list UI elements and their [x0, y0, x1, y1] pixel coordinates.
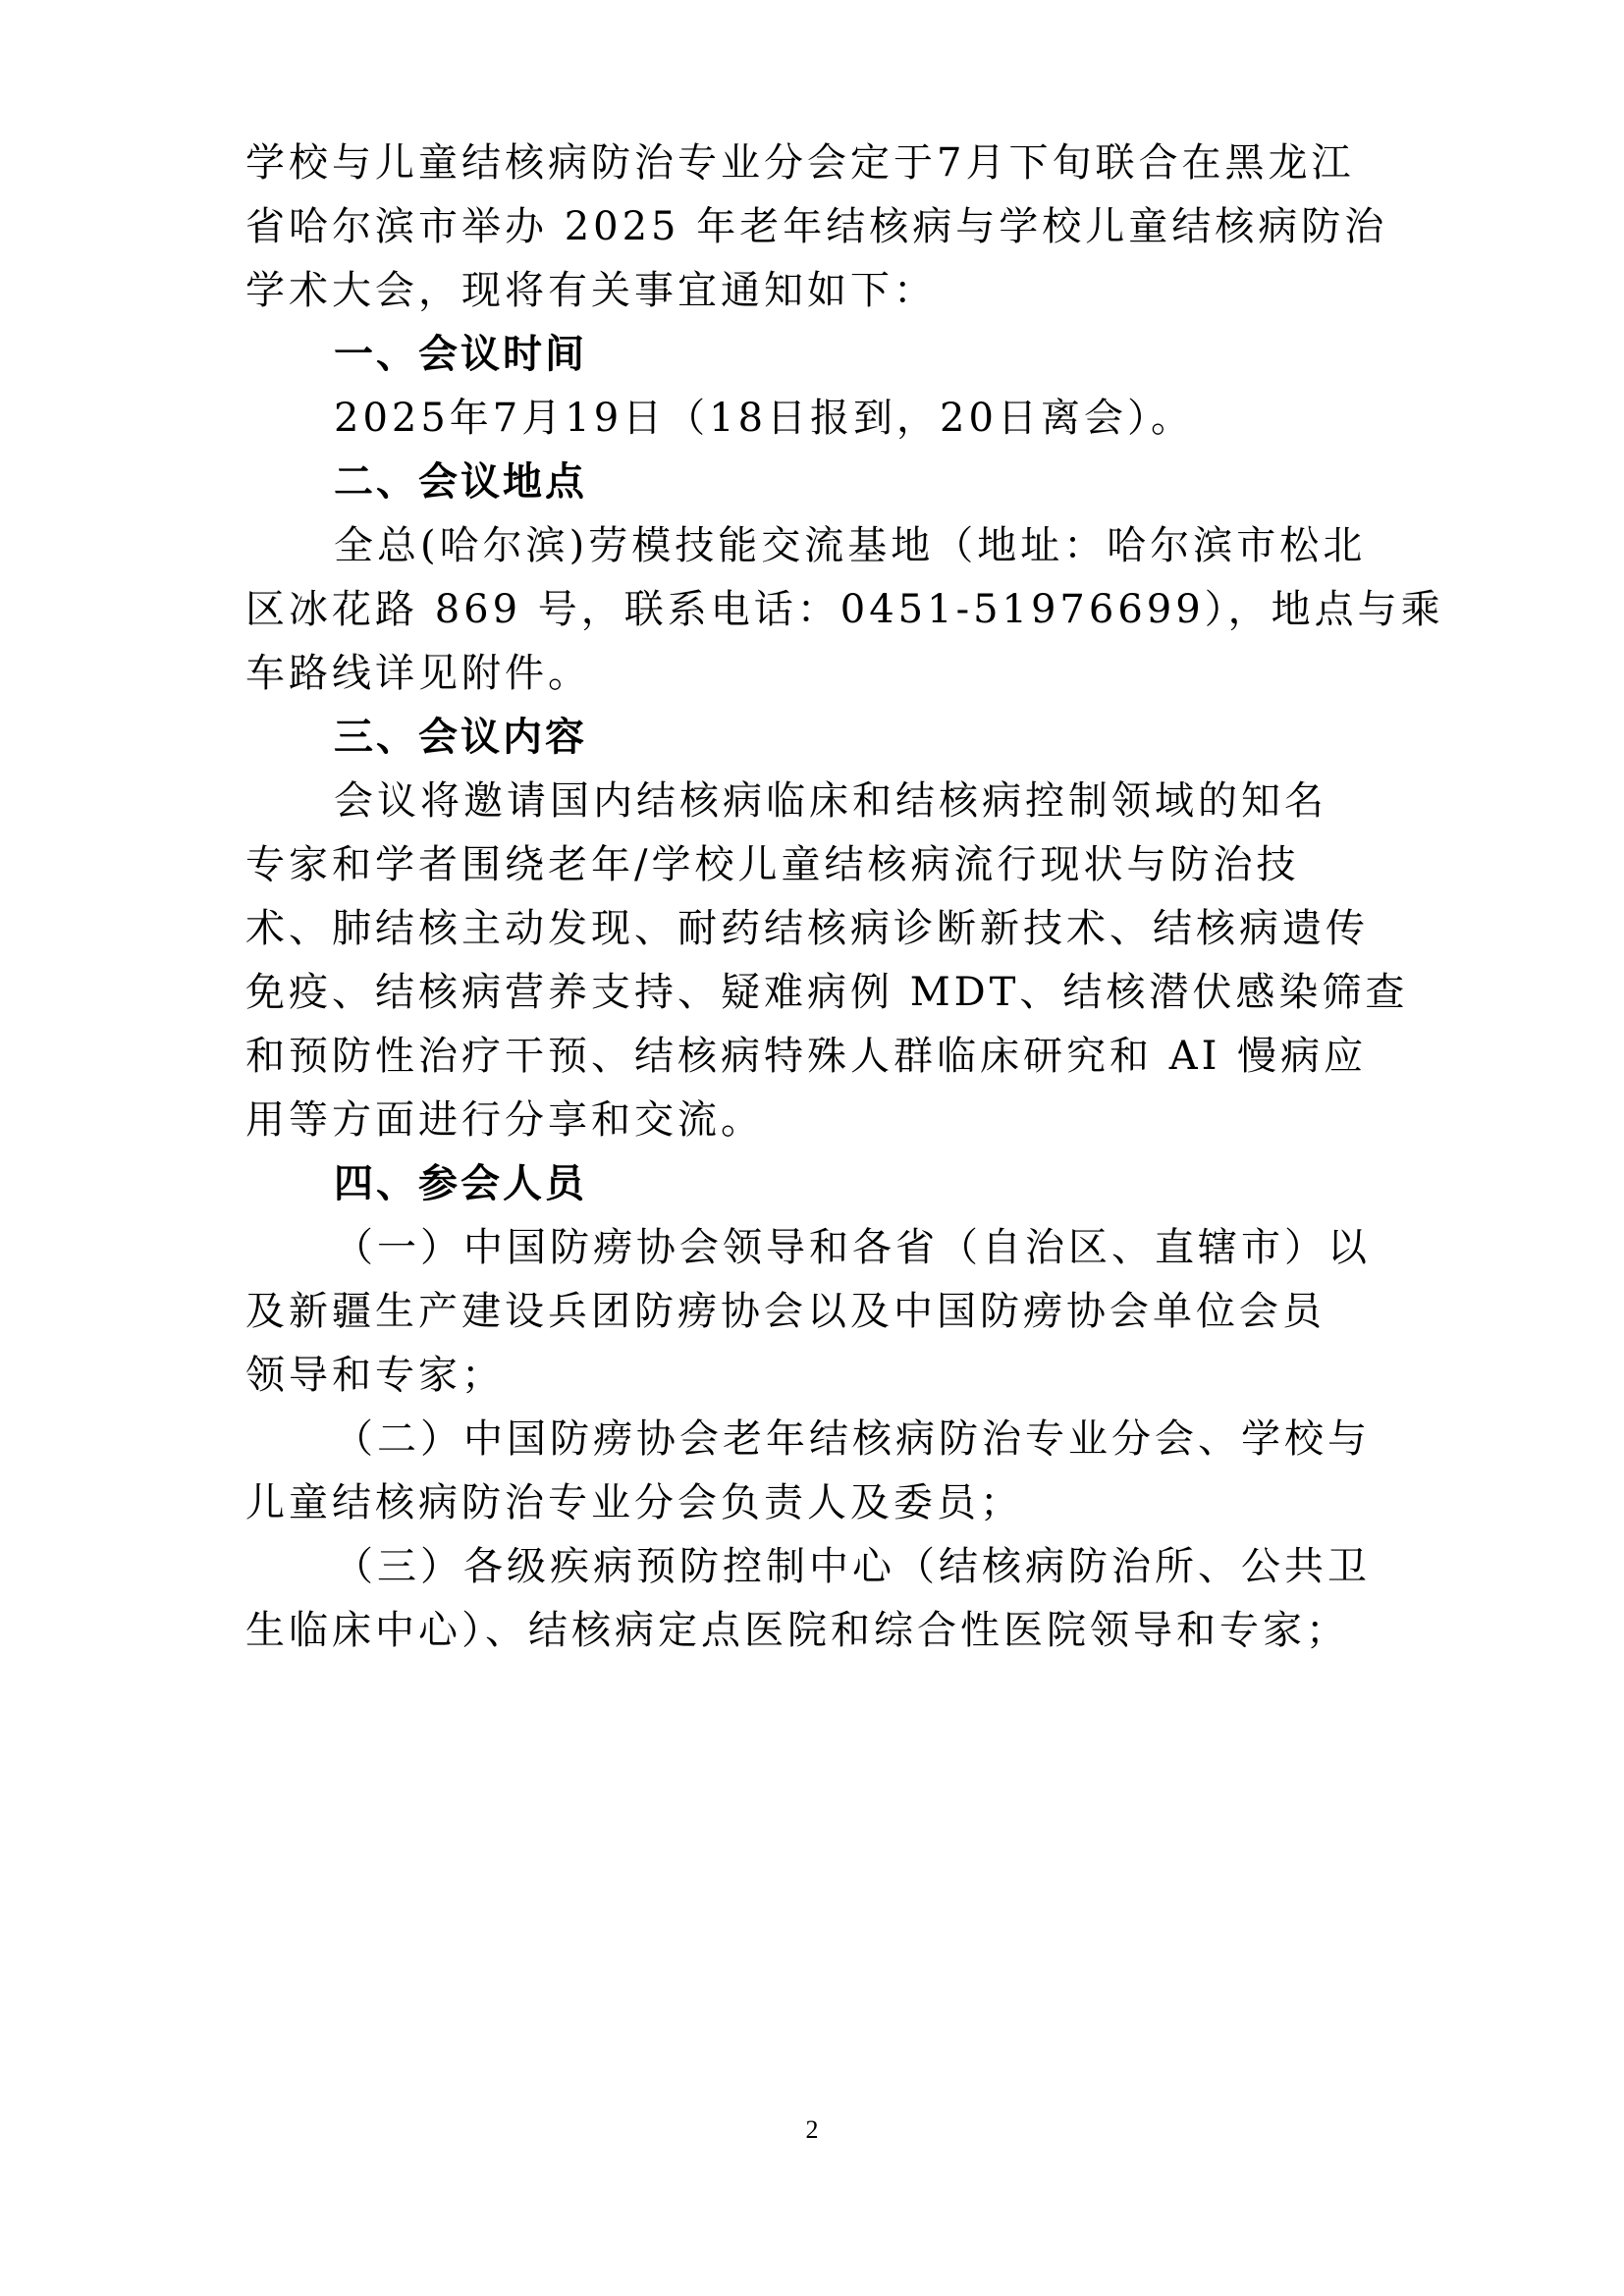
- section-heading-content: 三、会议内容: [334, 715, 587, 760]
- section-heading-place: 二、会议地点: [334, 459, 587, 505]
- place-line-2: 区冰花路 869 号，联系电话：0451-51976699），地点与乘: [245, 587, 1444, 632]
- attendees-line-6: （三）各级疾病预防控制中心（结核病防治所、公共卫: [334, 1544, 1371, 1589]
- section-heading-attendees: 四、参会人员: [334, 1161, 587, 1206]
- content-line-5: 和预防性治疗干预、结核病特殊人群临床研究和 AI 慢病应: [245, 1034, 1368, 1079]
- attendees-line-1: （一）中国防痨协会领导和各省（自治区、直辖市）以: [334, 1225, 1371, 1270]
- attendees-line-2: 及新疆生产建设兵团防痨协会以及中国防痨协会单位会员: [245, 1289, 1326, 1334]
- page-number: 2: [805, 2115, 819, 2144]
- attendees-line-7: 生临床中心）、结核病定点医院和综合性医院领导和专家；: [245, 1608, 1349, 1653]
- attendees-line-5: 儿童结核病防治专业分会负责人及委员；: [245, 1480, 1023, 1525]
- place-line-1: 全总(哈尔滨)劳模技能交流基地（地址：哈尔滨市松北: [334, 523, 1367, 568]
- section-heading-time: 一、会议时间: [334, 332, 587, 377]
- place-line-3: 车路线详见附件。: [245, 651, 591, 696]
- content-line-2: 专家和学者围绕老年/学校儿童结核病流行现状与防治技: [245, 842, 1300, 887]
- attendees-line-3: 领导和专家；: [245, 1353, 505, 1398]
- content-line-3: 术、肺结核主动发现、耐药结核病诊断新技术、结核病遗传: [245, 906, 1369, 951]
- content-line-4: 免疫、结核病营养支持、疑难病例 MDT、结核潜伏感染筛查: [245, 970, 1409, 1015]
- intro-line-2: 省哈尔滨市举办 2025 年老年结核病与学校儿童结核病防治: [245, 204, 1388, 249]
- intro-line-3: 学术大会，现将有关事宜通知如下：: [245, 268, 937, 313]
- content-line-1: 会议将邀请国内结核病临床和结核病控制领域的知名: [334, 778, 1327, 824]
- content-line-6: 用等方面进行分享和交流。: [245, 1097, 764, 1143]
- intro-line-1: 学校与儿童结核病防治专业分会定于7月下旬联合在黑龙江: [245, 140, 1355, 186]
- time-body: 2025年7月19日（18日报到，20日离会）。: [334, 396, 1194, 441]
- attendees-line-4: （二）中国防痨协会老年结核病防治专业分会、学校与: [334, 1416, 1371, 1462]
